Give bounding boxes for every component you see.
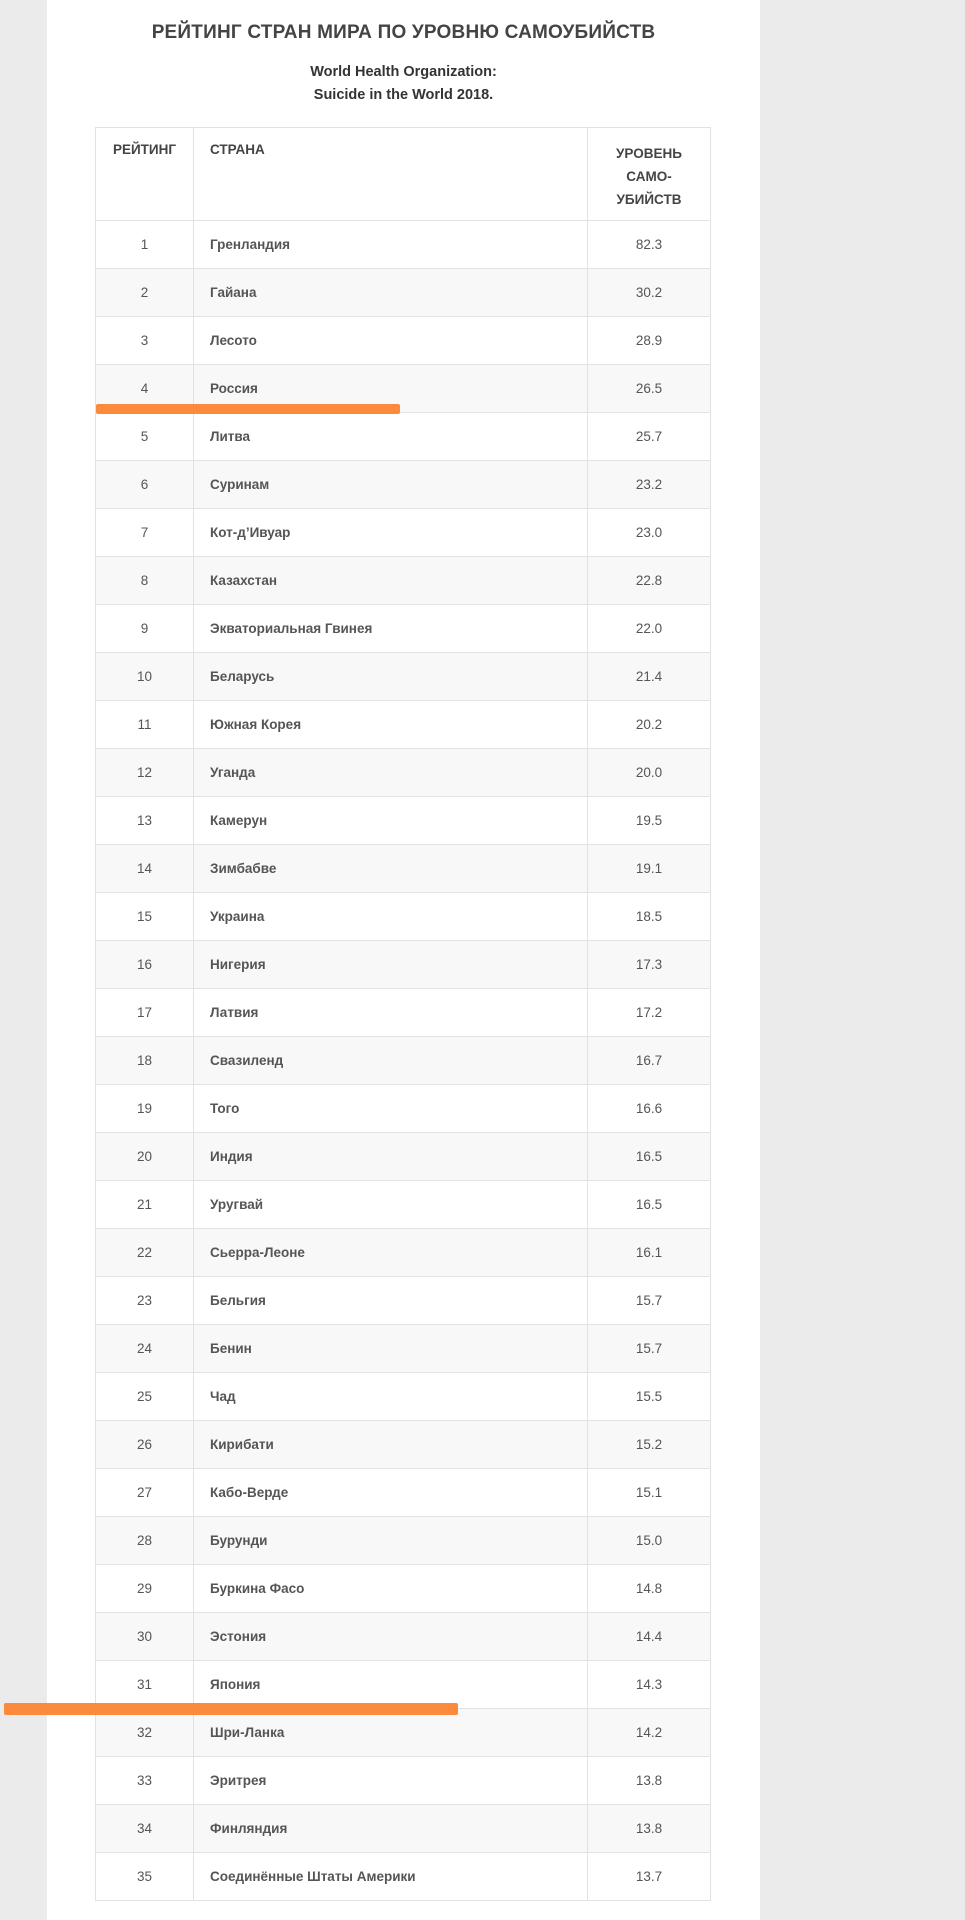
rank-cell: 30: [96, 1613, 194, 1661]
rank-cell: 29: [96, 1565, 194, 1613]
table-row: [96, 1229, 711, 1277]
table-row: [96, 653, 711, 701]
rank-cell: 11: [96, 701, 194, 749]
country-cell: Кабо-Верде: [194, 1469, 588, 1517]
level-cell: 25.7: [588, 413, 711, 461]
country-cell: Финляндия: [194, 1805, 588, 1853]
rank-cell: 17: [96, 989, 194, 1037]
table-row: [96, 797, 711, 845]
table-row: [96, 845, 711, 893]
rank-cell: 32: [96, 1709, 194, 1757]
table-row: [96, 1469, 711, 1517]
table-row: [96, 1085, 711, 1133]
level-cell: 16.5: [588, 1181, 711, 1229]
level-cell: 22.8: [588, 557, 711, 605]
table-header-row: [96, 128, 711, 221]
level-cell: 26.5: [588, 365, 711, 413]
level-cell: 20.0: [588, 749, 711, 797]
table-row: [96, 317, 711, 365]
country-cell: Южная Корея: [194, 701, 588, 749]
level-cell: 15.7: [588, 1325, 711, 1373]
country-cell: Кирибати: [194, 1421, 588, 1469]
level-cell: 21.4: [588, 653, 711, 701]
table-row: [96, 1853, 711, 1901]
level-cell: 17.3: [588, 941, 711, 989]
source-line-1: World Health Organization:: [310, 64, 497, 80]
rank-cell: 34: [96, 1805, 194, 1853]
level-cell: 16.1: [588, 1229, 711, 1277]
country-cell: Гайана: [194, 269, 588, 317]
level-cell: 23.2: [588, 461, 711, 509]
rank-cell: 26: [96, 1421, 194, 1469]
table-row: [96, 1373, 711, 1421]
rank-cell: 27: [96, 1469, 194, 1517]
country-cell: Бенин: [194, 1325, 588, 1373]
table-row: [96, 1133, 711, 1181]
rank-cell: 21: [96, 1181, 194, 1229]
level-cell: 14.3: [588, 1661, 711, 1709]
level-cell: 15.5: [588, 1373, 711, 1421]
level-cell: 14.2: [588, 1709, 711, 1757]
table-row: [96, 557, 711, 605]
header-rank: РЕЙТИНГ: [96, 128, 194, 221]
level-cell: 28.9: [588, 317, 711, 365]
level-cell: 13.8: [588, 1757, 711, 1805]
level-cell: 16.6: [588, 1085, 711, 1133]
rank-cell: 7: [96, 509, 194, 557]
level-cell: 17.2: [588, 989, 711, 1037]
ranking-table: [95, 127, 711, 1901]
header-level-line-2: САМО-: [626, 169, 672, 184]
table-row: [96, 1709, 711, 1757]
header-level-line-3: УБИЙСТВ: [616, 192, 682, 207]
country-cell: Камерун: [194, 797, 588, 845]
header-country: СТРАНА: [194, 128, 588, 221]
level-cell: 23.0: [588, 509, 711, 557]
rank-cell: 16: [96, 941, 194, 989]
rank-cell: 24: [96, 1325, 194, 1373]
rank-cell: 15: [96, 893, 194, 941]
level-cell: 14.8: [588, 1565, 711, 1613]
table-row: [96, 221, 711, 269]
rank-cell: 10: [96, 653, 194, 701]
table-row: [96, 509, 711, 557]
level-cell: 19.1: [588, 845, 711, 893]
header-level-line-1: УРОВЕНЬ: [616, 146, 682, 161]
country-cell: Соединённые Штаты Америки: [194, 1853, 588, 1901]
country-cell: Суринам: [194, 461, 588, 509]
country-cell: Индия: [194, 1133, 588, 1181]
rank-cell: 25: [96, 1373, 194, 1421]
table-row: [96, 1325, 711, 1373]
table-row: [96, 1661, 711, 1709]
country-cell: Зимбабве: [194, 845, 588, 893]
country-cell: Шри-Ланка: [194, 1709, 588, 1757]
table-row: [96, 461, 711, 509]
table-row: [96, 1517, 711, 1565]
table-row: [96, 1421, 711, 1469]
rank-cell: 4: [96, 365, 194, 413]
source-line-2: Suicide in the World 2018.: [313, 87, 494, 103]
level-cell: 18.5: [588, 893, 711, 941]
highlight-marker-japan: [4, 1703, 458, 1715]
ranking-table-container: [95, 127, 710, 1901]
rank-cell: 1: [96, 221, 194, 269]
table-row: [96, 941, 711, 989]
level-cell: 20.2: [588, 701, 711, 749]
country-cell: Сьерра-Леоне: [194, 1229, 588, 1277]
country-cell: Уганда: [194, 749, 588, 797]
country-cell: Свазиленд: [194, 1037, 588, 1085]
level-cell: 13.8: [588, 1805, 711, 1853]
highlight-marker-russia: [96, 404, 400, 414]
table-row: [96, 1277, 711, 1325]
country-cell: Чад: [194, 1373, 588, 1421]
rank-cell: 18: [96, 1037, 194, 1085]
table-row: [96, 1037, 711, 1085]
table-row: [96, 1757, 711, 1805]
level-cell: 15.1: [588, 1469, 711, 1517]
source-caption: [47, 61, 760, 107]
level-cell: 13.7: [588, 1853, 711, 1901]
level-cell: 22.0: [588, 605, 711, 653]
country-cell: Украина: [194, 893, 588, 941]
country-cell: Япония: [194, 1661, 588, 1709]
rank-cell: 35: [96, 1853, 194, 1901]
table-row: [96, 605, 711, 653]
rank-cell: 31: [96, 1661, 194, 1709]
rank-cell: 6: [96, 461, 194, 509]
rank-cell: 23: [96, 1277, 194, 1325]
article-page: [47, 0, 760, 1920]
level-cell: 16.7: [588, 1037, 711, 1085]
rank-cell: 3: [96, 317, 194, 365]
table-row: [96, 701, 711, 749]
rank-cell: 2: [96, 269, 194, 317]
country-cell: Того: [194, 1085, 588, 1133]
country-cell: Кот-д’Ивуар: [194, 509, 588, 557]
table-row: [96, 1613, 711, 1661]
country-cell: Эритрея: [194, 1757, 588, 1805]
table-row: [96, 269, 711, 317]
level-cell: 16.5: [588, 1133, 711, 1181]
rank-cell: 22: [96, 1229, 194, 1277]
level-cell: 15.0: [588, 1517, 711, 1565]
rank-cell: 14: [96, 845, 194, 893]
country-cell: Литва: [194, 413, 588, 461]
header-level: [588, 128, 711, 221]
rank-cell: 9: [96, 605, 194, 653]
country-cell: Нигерия: [194, 941, 588, 989]
level-cell: 15.7: [588, 1277, 711, 1325]
country-cell: Буркина Фасо: [194, 1565, 588, 1613]
country-cell: Беларусь: [194, 653, 588, 701]
country-cell: Гренландия: [194, 221, 588, 269]
table-row: [96, 1565, 711, 1613]
country-cell: Лесото: [194, 317, 588, 365]
country-cell: Казахстан: [194, 557, 588, 605]
level-cell: 14.4: [588, 1613, 711, 1661]
country-cell: Бурунди: [194, 1517, 588, 1565]
level-cell: 15.2: [588, 1421, 711, 1469]
table-body: [96, 221, 711, 1901]
level-cell: 82.3: [588, 221, 711, 269]
table-row: [96, 1181, 711, 1229]
rank-cell: 33: [96, 1757, 194, 1805]
country-cell: Эстония: [194, 1613, 588, 1661]
table-row: [96, 893, 711, 941]
rank-cell: 13: [96, 797, 194, 845]
rank-cell: 19: [96, 1085, 194, 1133]
table-row: [96, 749, 711, 797]
country-cell: Россия: [194, 365, 588, 413]
country-cell: Экваториальная Гвинея: [194, 605, 588, 653]
table-row: [96, 413, 711, 461]
rank-cell: 5: [96, 413, 194, 461]
country-cell: Латвия: [194, 989, 588, 1037]
country-cell: Бельгия: [194, 1277, 588, 1325]
rank-cell: 28: [96, 1517, 194, 1565]
level-cell: 30.2: [588, 269, 711, 317]
rank-cell: 8: [96, 557, 194, 605]
level-cell: 19.5: [588, 797, 711, 845]
table-row: [96, 1805, 711, 1853]
country-cell: Уругвай: [194, 1181, 588, 1229]
page-title: РЕЙТИНГ СТРАН МИРА ПО УРОВНЮ САМОУБИЙСТВ: [151, 22, 656, 43]
rank-cell: 12: [96, 749, 194, 797]
rank-cell: 20: [96, 1133, 194, 1181]
table-row: [96, 989, 711, 1037]
